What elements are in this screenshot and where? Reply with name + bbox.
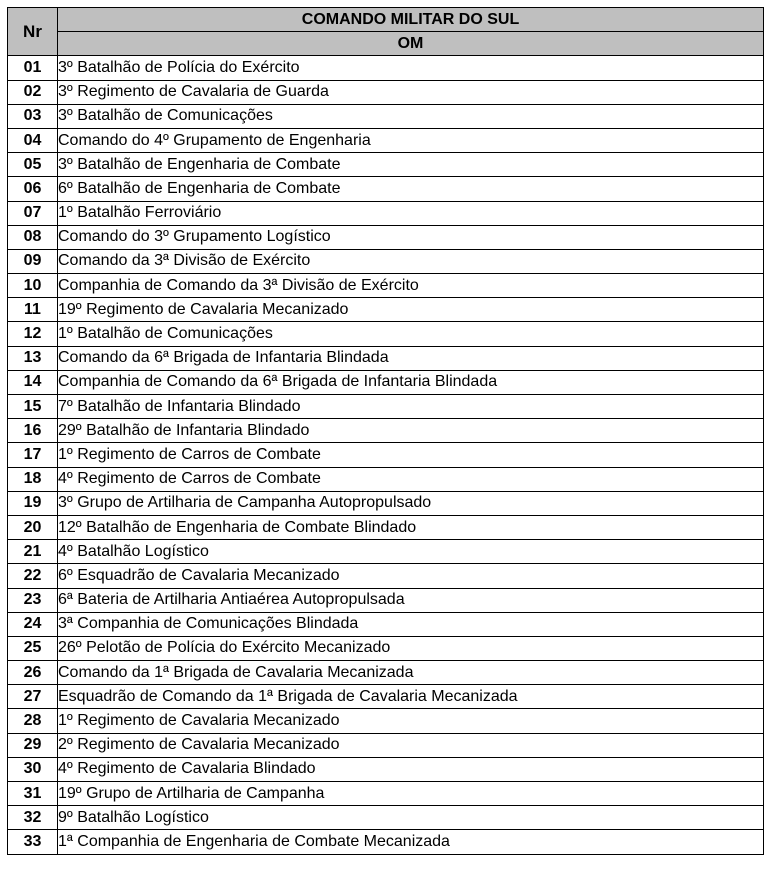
- table-row: [8, 467, 764, 491]
- row-number-cell: 02: [8, 80, 58, 104]
- row-number-cell: 15: [8, 395, 58, 419]
- om-name-cell: 9º Batalhão Logístico: [58, 806, 764, 830]
- row-number-cell: 23: [8, 588, 58, 612]
- row-number-cell: 33: [8, 830, 58, 854]
- row-number-cell: 30: [8, 757, 58, 781]
- row-number-cell: 24: [8, 612, 58, 636]
- table-row: [8, 564, 764, 588]
- table-row: [8, 612, 764, 636]
- table-row: [8, 757, 764, 781]
- row-number-cell: 09: [8, 249, 58, 273]
- om-name-cell: 1º Batalhão de Comunicações: [58, 322, 764, 346]
- row-number-cell: 18: [8, 467, 58, 491]
- table-row: [8, 346, 764, 370]
- om-name-cell: 3º Batalhão de Engenharia de Combate: [58, 153, 764, 177]
- row-number-cell: 27: [8, 685, 58, 709]
- om-name-cell: 4º Batalhão Logístico: [58, 540, 764, 564]
- table-row: [8, 491, 764, 515]
- table-row: [8, 322, 764, 346]
- row-number-cell: 25: [8, 636, 58, 660]
- row-number-cell: 31: [8, 782, 58, 806]
- om-name-cell: 1ª Companhia de Engenharia de Combate Mecanizada: [58, 830, 764, 854]
- om-name-cell: 3ª Companhia de Comunicações Blindada: [58, 612, 764, 636]
- om-name-cell: 1º Regimento de Cavalaria Mecanizado: [58, 709, 764, 733]
- row-number-cell: 19: [8, 491, 58, 515]
- table-row: [8, 395, 764, 419]
- row-number-cell: 03: [8, 104, 58, 128]
- om-name-cell: 3º Regimento de Cavalaria de Guarda: [58, 80, 764, 104]
- row-number-cell: 14: [8, 370, 58, 394]
- row-number-cell: 06: [8, 177, 58, 201]
- table-row: [8, 274, 764, 298]
- om-name-cell: 1º Regimento de Carros de Combate: [58, 443, 764, 467]
- row-number-cell: 21: [8, 540, 58, 564]
- om-name-cell: 4º Regimento de Cavalaria Blindado: [58, 757, 764, 781]
- row-number-cell: 20: [8, 515, 58, 539]
- row-number-cell: 16: [8, 419, 58, 443]
- table-row: [8, 201, 764, 225]
- column-header-nr: Nr: [8, 8, 58, 56]
- table-body: [8, 56, 764, 854]
- row-number-cell: 29: [8, 733, 58, 757]
- table-row: [8, 588, 764, 612]
- row-number-cell: 13: [8, 346, 58, 370]
- om-name-cell: Companhia de Comando da 3ª Divisão de Exército: [58, 274, 764, 298]
- om-name-cell: 3º Batalhão de Comunicações: [58, 104, 764, 128]
- table-row: [8, 370, 764, 394]
- row-number-cell: 10: [8, 274, 58, 298]
- om-name-cell: 6º Batalhão de Engenharia de Combate: [58, 177, 764, 201]
- table-header: [8, 8, 764, 56]
- row-number-cell: 05: [8, 153, 58, 177]
- om-name-cell: Esquadrão de Comando da 1ª Brigada de Cavalaria Mecanizada: [58, 685, 764, 709]
- table-row: [8, 104, 764, 128]
- table-row: [8, 443, 764, 467]
- row-number-cell: 32: [8, 806, 58, 830]
- om-name-cell: 2º Regimento de Cavalaria Mecanizado: [58, 733, 764, 757]
- table-row: [8, 806, 764, 830]
- om-name-cell: 7º Batalhão de Infantaria Blindado: [58, 395, 764, 419]
- om-name-cell: Comando do 3º Grupamento Logístico: [58, 225, 764, 249]
- om-name-cell: 6ª Bateria de Artilharia Antiaérea Autopropulsada: [58, 588, 764, 612]
- om-name-cell: 1º Batalhão Ferroviário: [58, 201, 764, 225]
- om-name-cell: Comando da 6ª Brigada de Infantaria Blindada: [58, 346, 764, 370]
- table-row: [8, 685, 764, 709]
- table-title: COMANDO MILITAR DO SUL: [58, 8, 764, 32]
- row-number-cell: 22: [8, 564, 58, 588]
- header-row-om: [8, 32, 764, 56]
- table-row: [8, 636, 764, 660]
- om-name-cell: 4º Regimento de Carros de Combate: [58, 467, 764, 491]
- om-name-cell: 3º Grupo de Artilharia de Campanha Autopropulsado: [58, 491, 764, 515]
- row-number-cell: 01: [8, 56, 58, 80]
- table-row: [8, 177, 764, 201]
- row-number-cell: 26: [8, 661, 58, 685]
- om-name-cell: Comando da 1ª Brigada de Cavalaria Mecanizada: [58, 661, 764, 685]
- row-number-cell: 28: [8, 709, 58, 733]
- table-row: [8, 249, 764, 273]
- table-row: [8, 733, 764, 757]
- table-row: [8, 80, 764, 104]
- row-number-cell: 11: [8, 298, 58, 322]
- row-number-cell: 12: [8, 322, 58, 346]
- row-number-cell: 04: [8, 128, 58, 152]
- column-header-om: OM: [58, 32, 764, 56]
- om-name-cell: Comando da 3ª Divisão de Exército: [58, 249, 764, 273]
- table-row: [8, 709, 764, 733]
- table-row: [8, 540, 764, 564]
- om-name-cell: Companhia de Comando da 6ª Brigada de Infantaria Blindada: [58, 370, 764, 394]
- om-name-cell: 12º Batalhão de Engenharia de Combate Blindado: [58, 515, 764, 539]
- row-number-cell: 07: [8, 201, 58, 225]
- table-row: [8, 153, 764, 177]
- table-row: [8, 830, 764, 854]
- om-name-cell: 29º Batalhão de Infantaria Blindado: [58, 419, 764, 443]
- om-name-cell: 19º Regimento de Cavalaria Mecanizado: [58, 298, 764, 322]
- table-row: [8, 298, 764, 322]
- table-row: [8, 56, 764, 80]
- om-name-cell: 6º Esquadrão de Cavalaria Mecanizado: [58, 564, 764, 588]
- table-row: [8, 661, 764, 685]
- om-table: [7, 7, 764, 855]
- table-row: [8, 419, 764, 443]
- table-row: [8, 515, 764, 539]
- row-number-cell: 17: [8, 443, 58, 467]
- header-row-title: [8, 8, 764, 32]
- table-row: [8, 225, 764, 249]
- om-name-cell: Comando do 4º Grupamento de Engenharia: [58, 128, 764, 152]
- row-number-cell: 08: [8, 225, 58, 249]
- om-name-cell: 19º Grupo de Artilharia de Campanha: [58, 782, 764, 806]
- table-row: [8, 128, 764, 152]
- table-row: [8, 782, 764, 806]
- om-name-cell: 26º Pelotão de Polícia do Exército Mecanizado: [58, 636, 764, 660]
- om-name-cell: 3º Batalhão de Polícia do Exército: [58, 56, 764, 80]
